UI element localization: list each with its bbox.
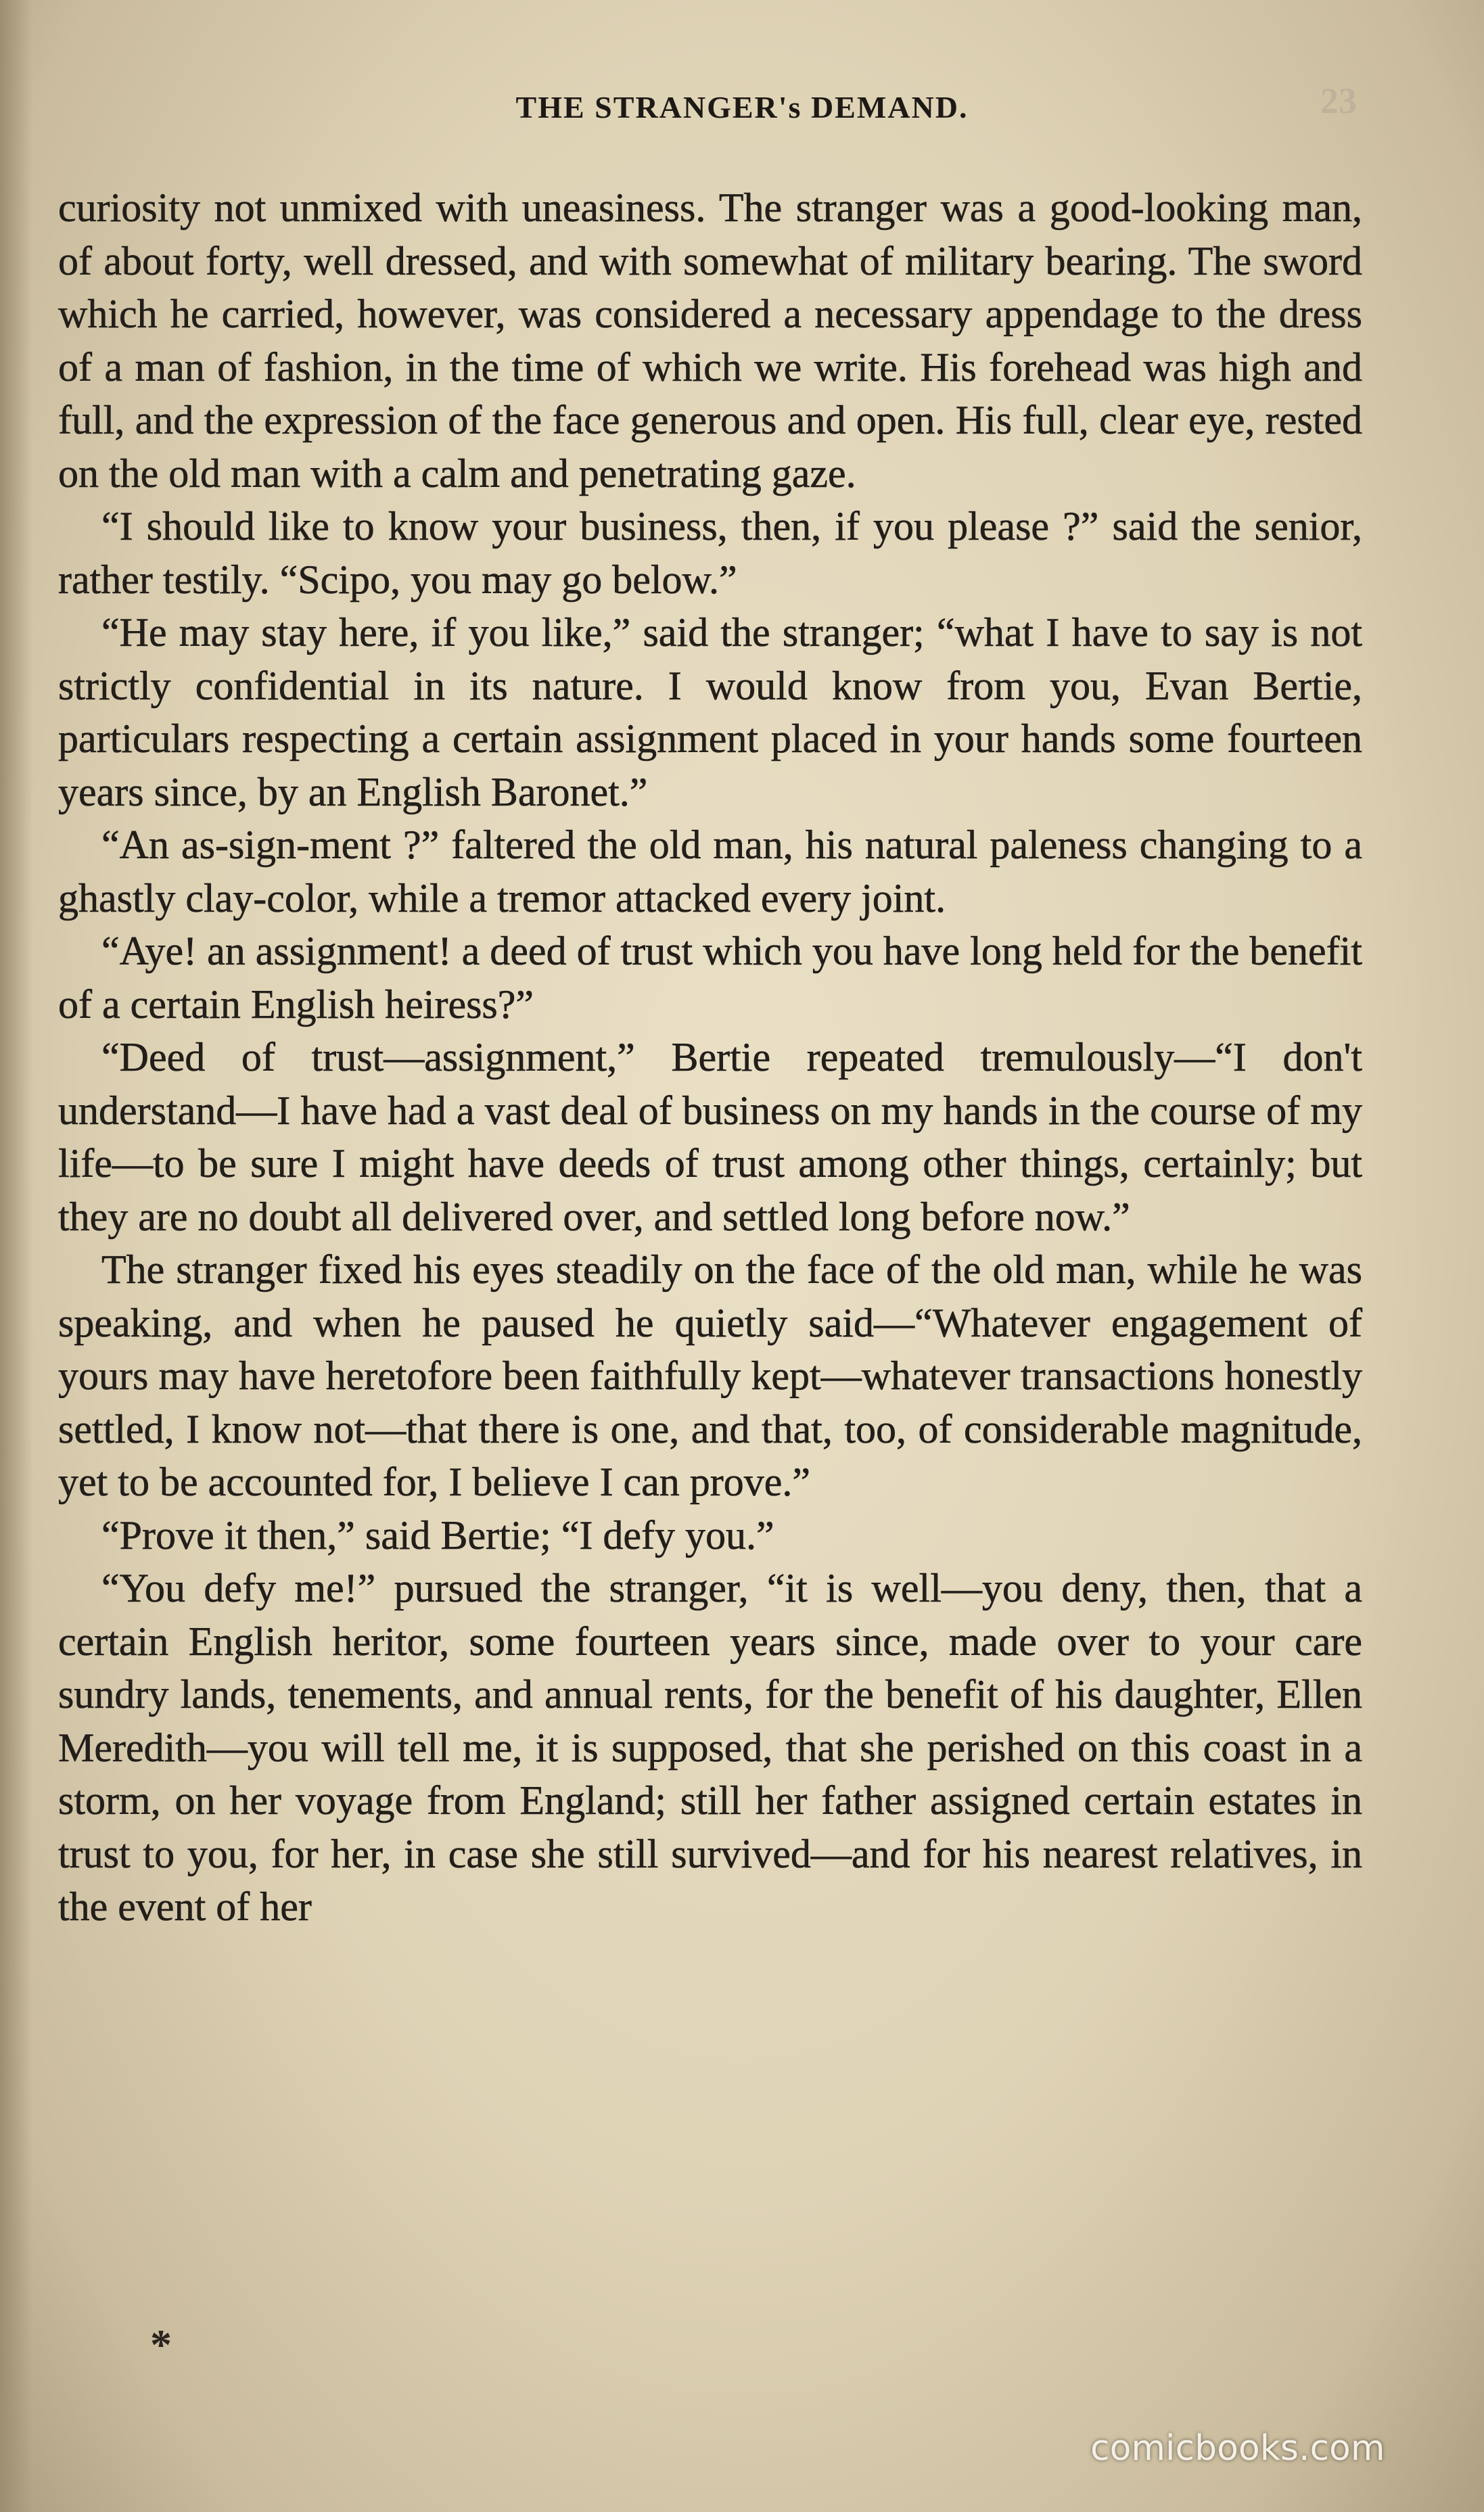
paragraph-8: “Prove it then,” said Bertie; “I defy you.” bbox=[101, 1512, 774, 1558]
paragraph-7: The stranger fixed his eyes steadily on the face of the old man, while he was speaking, and when he paused he quietly said—“Whatever engagement of yours may have heretofore been faithfully kept—whatever transactions honestly settled, I know not—that there is one, and that, too, of considerable magnitude, yet to be accounted for, I believe I can prove.” bbox=[58, 1247, 1362, 1504]
paragraph-1: curiosity not unmixed with uneasiness. The stranger was a good-looking man, of about forty, well dressed, and with somewhat of military bearing. The sword which he carried, however, was considered a necessary appendage to the dress of a man of fashion, in the time of which we write. His forehead was high and full, and the expression of the face generous and open. His full, clear eye, rested on the old man with a calm and penetrating gaze. bbox=[58, 185, 1362, 496]
paragraph-4: “An as-sign-ment ?” faltered the old man, his natural paleness changing to a ghastly clay-color, while a tremor attacked every joint. bbox=[58, 822, 1362, 921]
paragraph-5: “Aye! an assignment! a deed of trust which you have long held for the benefit of a certain English heiress?” bbox=[58, 929, 1362, 1027]
paragraph-3: “He may stay here, if you like,” said the stranger; “what I have to say is not strictly confidential in its nature. I would know from you, Evan Bertie, particulars respecting a certain assignment placed in your hands some fourteen years since, by an English Baronet.” bbox=[58, 610, 1362, 814]
page-shadow bbox=[0, 0, 32, 2512]
printer-mark: * bbox=[150, 2321, 172, 2369]
watermark: comicbooks.com bbox=[1090, 2428, 1385, 2469]
body-text bbox=[58, 181, 1362, 1934]
paragraph-6: “Deed of trust—assignment,” Bertie repeated tremulously—“I don't understand—I have had a vast deal of business on my hands in the course of my life—to be sure I might have deeds of trust among other things, certainly; but they are no doubt all delivered over, and settled long before now.” bbox=[58, 1035, 1362, 1239]
paragraph-9: “You defy me!” pursued the stranger, “it is well—you deny, then, that a certain English heritor, some fourteen years since, made over to your care sundry lands, tenements, and annual rents, for the benefit of his daughter, Ellen Meredith—you will tell me, it is supposed, that she perished on this coast in a storm, on her voyage from England; still her father assigned certain estates in trust to you, for her, in case she still survived—and for his nearest relatives, in the event of her bbox=[58, 1566, 1362, 1929]
paragraph-2: “I should like to know your business, then, if you please ?” said the senior, rather testily. “Scipo, you may go below.” bbox=[58, 504, 1362, 602]
running-title: THE STRANGER's DEMAND. bbox=[515, 90, 969, 124]
page-number: 23 bbox=[1320, 80, 1357, 121]
